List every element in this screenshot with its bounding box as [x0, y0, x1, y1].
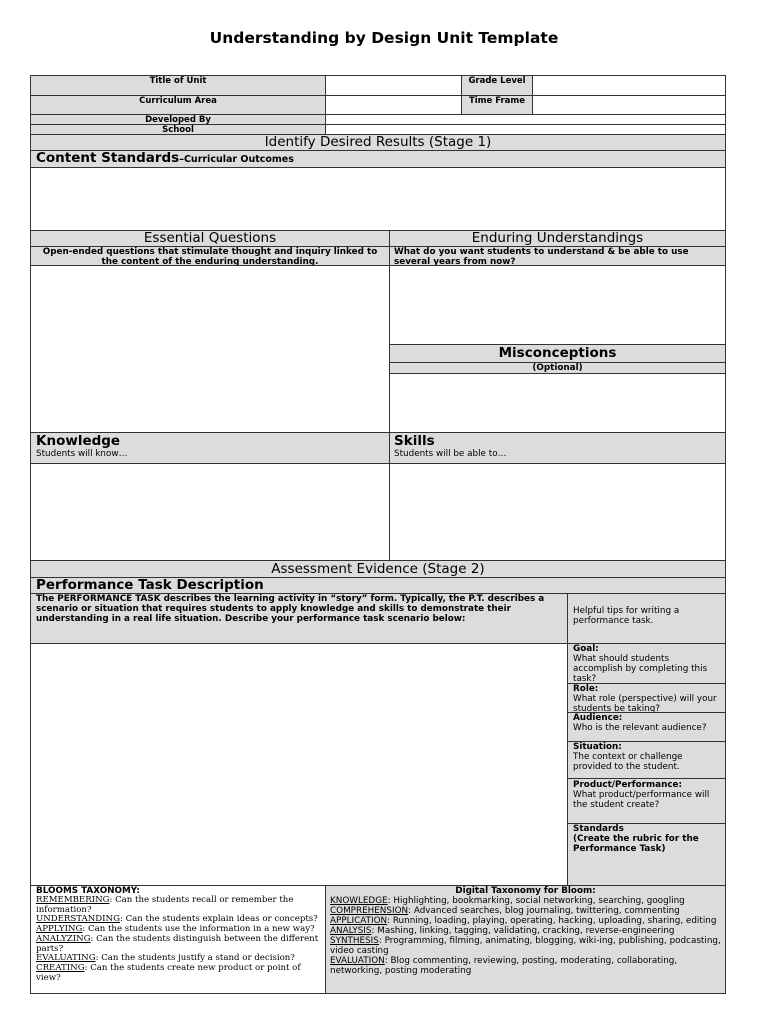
tip-standards-label: Standards [573, 824, 624, 834]
digital-item [330, 916, 721, 926]
curricular-outcomes-text: –Curricular Outcomes [179, 154, 294, 165]
digital-term: COMPREHENSION [330, 906, 409, 916]
stage2-heading: Assessment Evidence (Stage 2) [30, 560, 726, 578]
tip-goal [567, 643, 726, 684]
title-of-unit-label [30, 75, 326, 96]
developed-by-text: Developed By [145, 115, 211, 125]
grade-level-field[interactable] [532, 75, 726, 96]
tip-product [567, 778, 726, 824]
tip-role-text: What role (perspective) will your students be taking? [573, 694, 717, 713]
content-standards-title: Content Standards [36, 150, 180, 166]
blooms-desc: : Can the students create new product or point of view? [36, 962, 301, 983]
blooms-term: EVALUATING [36, 953, 96, 964]
blooms-desc: : Can the students distinguish between the different parts? [36, 933, 319, 954]
curriculum-area-field[interactable] [325, 95, 462, 115]
skills-title: Skills [394, 433, 435, 449]
school-text: School [162, 125, 194, 135]
digital-desc: : Programming, filming, animating, blogging, wiki-ing, publishing, podcasting, video casting [330, 936, 721, 956]
time-frame-text: Time Frame [468, 96, 526, 106]
digital-item [330, 926, 721, 936]
digital-heading: Digital Taxonomy for Bloom: [455, 886, 596, 896]
digital-term: KNOWLEDGE [330, 896, 388, 906]
digital-taxonomy-box [325, 885, 726, 994]
content-standards-field[interactable] [30, 167, 726, 231]
tip-role [567, 683, 726, 713]
tip-standards [567, 823, 726, 886]
digital-desc: : Running, loading, playing, operating, hacking, uploading, sharing, editing [387, 916, 717, 926]
helpful-tips-label: Helpful tips for writing a performance task. [573, 606, 680, 626]
blooms-term: CREATING [36, 962, 85, 973]
blooms-desc: : Can the students recall or remember the information? [36, 895, 294, 915]
tip-goal-text: What should students accomplish by completing this task? [573, 654, 708, 684]
tip-product-text: What product/performance will the student create? [573, 790, 710, 810]
misconceptions-optional: (Optional) [389, 362, 726, 374]
digital-term: EVALUATION [330, 956, 385, 966]
curriculum-area-label [30, 95, 326, 115]
title-of-unit-text: Title of Unit [149, 76, 207, 86]
performance-task-field[interactable] [30, 643, 568, 886]
blooms-term: REMEMBERING [36, 895, 110, 905]
knowledge-title: Knowledge [36, 433, 121, 449]
time-frame-field[interactable] [532, 95, 726, 115]
grade-level-text: Grade Level [468, 76, 526, 86]
knowledge-field[interactable] [30, 463, 390, 561]
blooms-term: APPLYING [36, 924, 83, 935]
title-of-unit-field[interactable] [325, 75, 462, 96]
performance-task-heading: Performance Task Description [30, 577, 726, 594]
digital-desc: : Highlighting, bookmarking, social networking, searching, googling [387, 896, 685, 906]
tip-role-label: Role: [573, 684, 599, 694]
blooms-term: UNDERSTANDING [36, 914, 120, 925]
skills-description: Students will be able to… [394, 449, 507, 459]
time-frame-label [461, 95, 533, 115]
misconceptions-heading: Misconceptions [389, 344, 726, 363]
tip-situation-text: The context or challenge provided to the student. [573, 752, 683, 772]
blooms-desc: : Can the students use the information in a new way? [82, 924, 315, 935]
digital-item [330, 936, 721, 956]
misconceptions-field[interactable] [389, 373, 726, 433]
digital-term: ANALYSIS [330, 926, 372, 936]
digital-term: SYNTHESIS [330, 936, 379, 946]
stage1-heading: Identify Desired Results (Stage 1) [30, 134, 726, 151]
blooms-item [36, 935, 320, 954]
blooms-taxonomy-box [30, 885, 326, 994]
tip-situation-label: Situation: [573, 742, 622, 752]
performance-task-description: The PERFORMANCE TASK describes the learning activity in “story” form. Typically, the P.T. describes a scenario or situation that requires students to apply knowledge and skills to demonstrate their understanding in a real life situation. Describe your performance task scenario below: [30, 593, 568, 644]
tip-standards-text: (Create the rubric for the Performance Task) [573, 834, 699, 854]
enduring-understandings-field[interactable] [389, 265, 726, 345]
content-standards-header [30, 150, 726, 168]
blooms-heading: BLOOMS TAXONOMY: [36, 886, 140, 896]
skills-field[interactable] [389, 463, 726, 561]
blooms-item [36, 896, 320, 915]
blooms-desc: : Can the students explain ideas or concepts? [119, 914, 318, 925]
helpful-tips-text [567, 593, 726, 644]
grade-level-label [461, 75, 533, 96]
tip-goal-label: Goal: [573, 644, 599, 654]
blooms-term: ANALYZING [36, 933, 91, 944]
digital-desc: : Mashing, linking, tagging, validating, cracking, reverse-engineering [371, 926, 675, 936]
enduring-understandings-description: What do you want students to understand & be able to use several years from now? [389, 246, 726, 266]
blooms-desc: : Can the students justify a stand or decision? [95, 953, 295, 964]
document-title: Understanding by Design Unit Template [209, 29, 559, 47]
skills-header [389, 432, 726, 464]
tip-situation [567, 741, 726, 779]
essential-questions-heading: Essential Questions [30, 230, 390, 247]
curriculum-area-text: Curriculum Area [139, 96, 217, 106]
digital-desc: : Blog commenting, reviewing, posting, moderating, collaborating, networking, posting moderating [330, 956, 678, 976]
knowledge-header [30, 432, 390, 464]
tip-product-label: Product/Performance: [573, 780, 683, 790]
digital-item [330, 896, 721, 906]
essential-questions-description: Open-ended questions that stimulate thought and inquiry linked to the content of the enduring understanding. [30, 246, 390, 266]
tip-audience [567, 712, 726, 742]
digital-desc: : Advanced searches, blog journaling, twittering, commenting [408, 906, 680, 916]
digital-item [330, 956, 721, 976]
essential-questions-field[interactable] [30, 265, 390, 433]
tip-audience-text: Who is the relevant audience? [573, 723, 707, 733]
digital-term: APPLICATION [330, 916, 388, 926]
knowledge-description: Students will know… [36, 449, 128, 459]
enduring-understandings-heading: Enduring Understandings [389, 230, 726, 247]
digital-item [330, 906, 721, 916]
blooms-item [36, 964, 320, 983]
tip-audience-label: Audience: [573, 713, 623, 723]
